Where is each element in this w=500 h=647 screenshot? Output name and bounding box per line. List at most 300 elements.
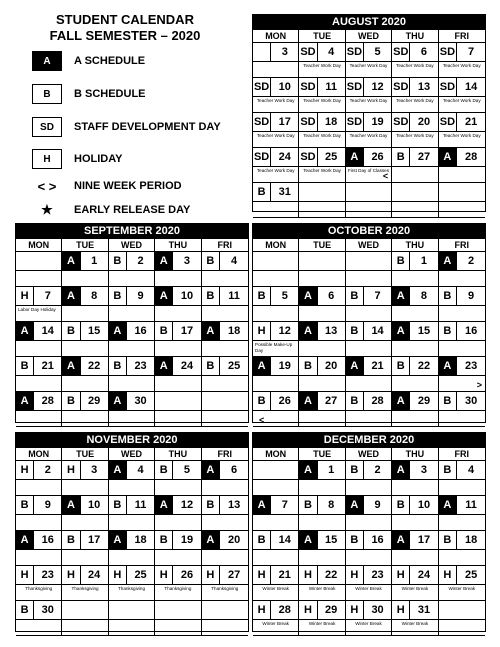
day-number: 20 [417,116,431,128]
day-cell [392,78,438,97]
day-note: Thanksgiving [71,586,99,591]
day-cell [155,531,201,550]
schedule-code: SD [439,113,458,131]
day-note-cell [109,515,155,531]
weekday-label: WED [109,239,155,251]
day-number: 30 [464,395,478,407]
day-number: 3 [91,464,98,476]
day-cell [346,392,392,411]
day-note-cell [109,585,155,601]
schedule-code: SD [299,78,317,96]
weekday-label: MON [253,448,299,460]
weekday-label: WED [109,448,155,460]
day-cell [62,322,108,341]
day-cell [16,322,62,341]
week-row [16,496,248,515]
day-note-cell [346,271,392,287]
day-note-cell [439,376,485,392]
day-number: 2 [137,255,144,267]
day-note-cell [392,167,438,183]
day-note-cell [346,167,392,183]
week-row [16,531,248,550]
week-row [253,461,485,480]
week-note-row [16,480,248,496]
schedule-code: B [253,531,271,549]
schedule-code: H [109,566,127,584]
nine-week-start-marker: < [382,171,389,181]
schedule-code: SD [392,113,410,131]
day-cell [439,113,485,132]
day-cell [346,496,392,515]
nine-week-start-marker: < [259,415,265,425]
day-note-cell [392,306,438,322]
schedule-code: B [62,322,80,340]
schedule-code: H [16,566,34,584]
day-cell [299,392,345,411]
day-note-cell [346,620,392,636]
day-cell [346,531,392,550]
schedule-code: A [346,496,364,514]
day-cell [299,43,345,62]
day-number: 25 [134,569,147,581]
calendar-september [15,223,249,423]
schedule-code: A [62,357,80,375]
week-note-row [16,376,248,392]
day-number: 16 [41,534,54,546]
schedule-code: B [109,287,127,305]
week-note-row [253,620,485,636]
calendar-october [252,223,486,423]
day-number: 10 [88,499,101,511]
day-cell [392,566,438,585]
day-note-cell [346,97,392,113]
day-note-cell [346,550,392,566]
day-note: Possible Make-Up Day [255,342,293,353]
day-number: 10 [417,499,431,511]
day-number: 27 [227,569,241,581]
day-cell [392,183,438,202]
day-number: 25 [227,360,241,372]
day-note-cell [253,167,299,183]
legend-label: A SCHEDULE [74,55,146,67]
day-note-cell [439,167,485,183]
day-note-cell [346,132,392,148]
day-note-cell [62,550,108,566]
day-cell [202,392,248,411]
day-cell [109,322,155,341]
weekday-label: TUE [299,239,345,251]
day-cell [16,601,62,620]
day-cell [16,252,62,271]
day-cell [16,496,62,515]
weekday-header [253,448,485,461]
schedule-code: SD [346,78,364,96]
day-note-cell [299,306,345,322]
legend-symbol: H [32,149,62,169]
week-note-row [16,306,248,322]
day-number: 24 [417,569,431,581]
schedule-code: A [202,531,221,549]
day-cell [62,392,108,411]
weekday-header [253,30,485,43]
day-cell [109,566,155,585]
schedule-code: B [392,496,410,514]
week-row [16,461,248,480]
day-note-cell [392,62,438,78]
day-cell [109,287,155,306]
week-note-row [253,271,485,287]
day-note-cell [202,585,248,601]
day-note-cell [62,271,108,287]
day-note-cell [109,480,155,496]
day-cell [155,461,201,480]
day-cell [392,113,438,132]
week-note-row [253,167,485,183]
day-cell [253,252,299,271]
schedule-code: SD [253,113,271,131]
day-number: 8 [328,499,335,511]
schedule-code: SD [439,43,458,61]
day-note-cell [109,376,155,392]
day-note-cell [202,480,248,496]
day-note-cell [253,480,299,496]
day-note-cell [346,376,392,392]
day-cell [439,43,485,62]
day-note-cell [392,480,438,496]
day-cell [109,496,155,515]
week-note-row [253,97,485,113]
weekday-label: TUE [62,448,108,460]
day-cell [155,566,201,585]
day-note: Teacher Work Day [442,98,481,103]
day-note-cell [253,376,299,392]
schedule-code: B [439,322,458,340]
day-note-cell [253,515,299,531]
schedule-code: B [155,322,173,340]
day-number: 22 [88,360,101,372]
week-row [253,287,485,306]
week-row [253,78,485,97]
schedule-code: SD [299,113,317,131]
day-cell [155,287,201,306]
week-row [253,113,485,132]
weekday-header [16,448,248,461]
day-cell [439,357,485,376]
day-note-cell [392,376,438,392]
day-note: Winter Break [262,621,289,626]
day-number: 5 [281,290,288,302]
day-number: 13 [227,499,241,511]
day-cell [392,461,438,480]
day-cell [253,357,299,376]
weekday-label: WED [346,448,392,460]
day-cell [253,148,299,167]
weekday-label: MON [253,30,299,42]
day-number: 6 [328,290,335,302]
schedule-code: SD [346,43,364,61]
day-cell [62,601,108,620]
day-number: 12 [371,81,384,93]
day-note-cell [439,341,485,357]
weekday-label: FRI [217,240,233,250]
day-cell [202,357,248,376]
day-cell [253,287,299,306]
weekday-header [253,239,485,252]
day-note: Winter Break [401,621,429,626]
day-note-cell [392,550,438,566]
day-cell [299,183,345,202]
day-cell [253,43,299,62]
schedule-code: SD [299,148,317,166]
day-cell [253,113,299,132]
day-cell [202,496,248,515]
day-note-cell [253,271,299,287]
legend-symbol: ★ [41,202,53,217]
schedule-code: H [62,566,80,584]
week-row [16,601,248,620]
day-note-cell [202,515,248,531]
day-number: 1 [420,255,428,267]
day-number: 6 [420,46,428,58]
day-note-cell [155,620,201,636]
week-note-row [16,341,248,357]
day-note-cell [392,97,438,113]
day-cell [346,566,392,585]
day-cell [16,566,62,585]
day-number: 5 [183,464,191,476]
day-number: 27 [417,151,431,163]
day-note: First Day of Classes [347,168,390,173]
day-number: 9 [137,290,144,302]
day-note-cell [155,550,201,566]
schedule-code [253,43,271,61]
day-note-cell [392,585,438,601]
day-note-cell [62,620,108,636]
day-note-cell [202,620,248,636]
schedule-code: B [62,392,80,410]
day-number: 17 [417,534,431,546]
day-cell [392,392,438,411]
week-row [253,252,485,271]
day-number: 7 [281,499,288,511]
schedule-code: A [439,357,458,375]
day-cell [62,287,108,306]
day-cell [155,496,201,515]
day-number: 4 [328,46,335,58]
schedule-code: B [16,357,34,375]
week-row [16,392,248,411]
schedule-code: H [16,287,34,305]
day-note-cell [109,620,155,636]
schedule-code: H [155,566,173,584]
day-number: 4 [137,464,144,476]
schedule-code: A [109,392,127,410]
day-number: 17 [180,325,194,337]
weekday-label: TUE [299,30,345,42]
day-note: Teacher Work Day [396,63,434,68]
day-number: 14 [371,325,384,337]
day-number: 30 [134,395,147,407]
day-note-cell [16,515,62,531]
schedule-code: A [346,357,364,375]
day-cell [109,252,155,271]
day-number: 27 [325,395,338,407]
day-cell [439,148,485,167]
day-note-cell [155,515,201,531]
day-cell [299,287,345,306]
schedule-code: A [109,461,127,479]
day-number: 28 [464,151,478,163]
day-number: 31 [417,604,431,616]
day-note-cell [155,480,201,496]
week-note-row [16,271,248,287]
day-note-cell [299,341,345,357]
day-note: Teacher Work Day [256,133,295,138]
day-cell [109,357,155,376]
schedule-code: B [202,357,221,375]
day-note: Teacher Work Day [256,168,295,173]
day-note: Teacher Work Day [349,133,388,138]
day-cell [299,601,345,620]
day-cell [439,566,485,585]
schedule-code: H [16,461,34,479]
day-number: 29 [325,604,338,616]
day-note-cell [16,620,62,636]
day-note-cell [109,271,155,287]
schedule-code: A [299,287,317,305]
schedule-code: A [346,148,364,166]
schedule-code: SD [439,78,458,96]
day-number: 9 [374,499,381,511]
schedule-code: H [346,566,364,584]
day-note-cell [253,620,299,636]
day-note: Teacher Work Day [349,63,388,68]
day-note-cell [253,97,299,113]
day-note-cell [299,271,345,287]
day-note-cell [392,271,438,287]
legend-item [32,50,145,72]
day-number: 11 [465,499,477,511]
weekday-label: THU [392,30,438,42]
day-number: 14 [278,534,291,546]
day-cell [202,461,248,480]
day-cell [299,252,345,271]
day-number: 19 [371,116,384,128]
week-row [253,392,485,411]
day-cell [202,601,248,620]
day-note-cell [16,271,62,287]
schedule-code: H [253,322,271,340]
day-number: 7 [44,290,51,302]
schedule-code: A [439,496,458,514]
day-note: Winter Break [355,586,382,591]
day-note-cell [202,341,248,357]
day-number: 23 [134,360,147,372]
day-note-cell [392,515,438,531]
schedule-code: B [253,392,271,410]
day-cell [346,113,392,132]
day-note-cell [253,550,299,566]
day-note-cell [202,271,248,287]
day-note-cell [439,132,485,148]
day-number: 26 [371,151,384,163]
day-number: 14 [41,325,54,337]
week-row [253,531,485,550]
day-note: Labor Day Holiday [18,307,56,312]
schedule-code: A [109,531,127,549]
day-cell [155,601,201,620]
day-note: Thanksgiving [211,586,239,591]
day-number: 3 [183,255,191,267]
day-cell [392,601,438,620]
legend-label: HOLIDAY [74,153,123,165]
schedule-code: A [299,322,317,340]
day-cell [439,287,485,306]
day-number: 26 [180,569,194,581]
day-number: 22 [325,569,338,581]
schedule-code: B [155,531,173,549]
day-note-cell [439,97,485,113]
weekday-label: FRI [217,449,233,459]
day-cell [253,601,299,620]
day-number: 20 [227,534,241,546]
schedule-code: SD [346,113,364,131]
legend-label: EARLY RELEASE DAY [74,204,191,216]
day-note: Winter Break [262,586,289,591]
day-cell [392,531,438,550]
day-cell [439,392,485,411]
day-number: 18 [227,325,241,337]
weekday-label: WED [346,30,392,42]
day-number: 21 [371,360,384,372]
day-note-cell [109,341,155,357]
day-number: 11 [325,81,337,93]
day-note-cell [62,515,108,531]
day-note: Teacher Work Day [442,133,481,138]
schedule-code: SD [392,78,410,96]
day-cell [202,287,248,306]
day-note-cell [202,376,248,392]
schedule-code: H [253,601,271,619]
schedule-code: A [155,496,173,514]
week-note-row [253,376,485,392]
schedule-code: H [299,601,317,619]
schedule-code: A [392,287,410,305]
month-title: OCTOBER 2020 [253,224,485,239]
schedule-code: B [392,252,410,270]
day-note-cell [299,132,345,148]
day-cell [299,148,345,167]
schedule-code: B [439,287,458,305]
weekday-label: MON [253,239,299,251]
day-cell [62,496,108,515]
weekday-label: FRI [454,31,470,41]
day-cell [439,496,485,515]
day-cell [253,322,299,341]
day-number: 2 [468,255,475,267]
schedule-code: B [392,148,410,166]
day-note-cell [392,341,438,357]
day-cell [346,461,392,480]
day-cell [392,496,438,515]
week-note-row [16,620,248,636]
day-note-cell [439,515,485,531]
week-note-row [253,306,485,322]
day-note-cell [155,585,201,601]
day-note-cell [109,411,155,427]
day-note-cell [439,202,485,218]
day-cell [109,392,155,411]
